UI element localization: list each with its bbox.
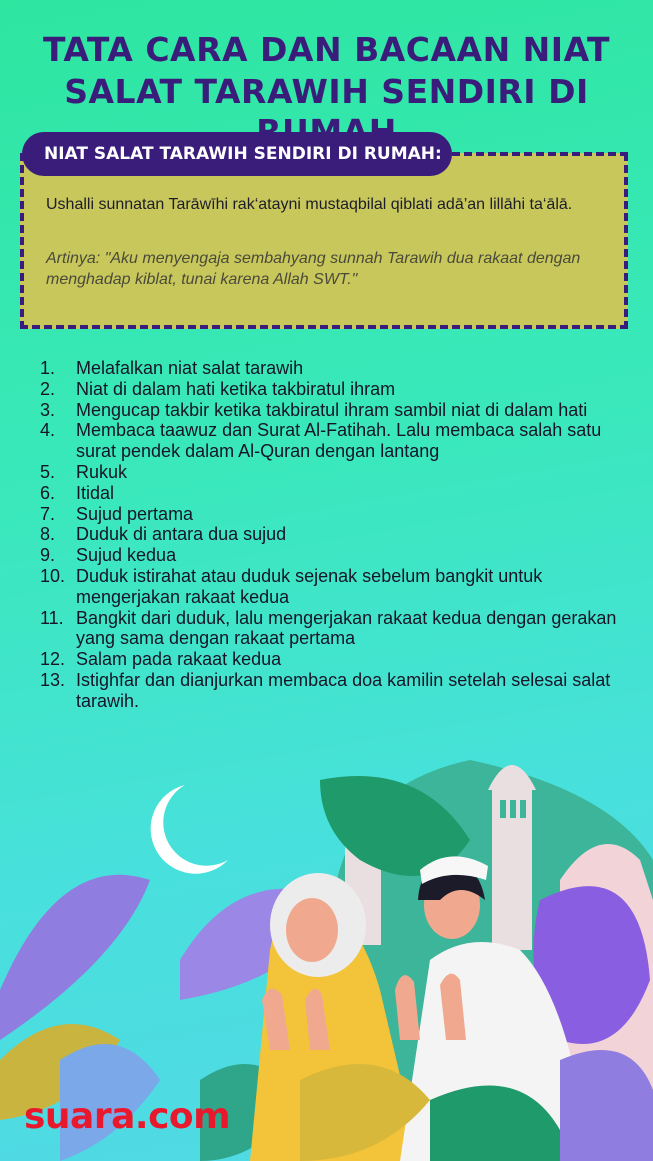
niat-box-dashed-border [452,152,628,156]
niat-box [20,153,628,329]
list-item: 7. Sujud pertama [40,503,194,524]
page-title-line-1: TATA CARA DAN BACAAN NIAT [42,30,611,69]
list-item: 2. Niat di dalam hati ketika takbiratul ihram [40,378,396,399]
list-item: 4. Membaca taawuz dan Surat Al-Fatihah. Lalu membaca salah satu surat pendek dalam Al-Quran dengan lantang [40,420,602,462]
list-item: 13. Istighfar dan dianjurkan membaca doa kamilin setelah selesai salat tarawih. [40,669,611,711]
list-item: 9. Sujud kedua [40,545,177,566]
crescent-moon-icon [151,785,228,874]
steps-list [40,358,620,712]
list-item: 12. Salam pada rakaat kedua [40,649,282,670]
list-item: 3. Mengucap takbir ketika takbiratul ihram sambil niat di dalam hati [40,399,588,420]
niat-translation-text: Artinya: "Aku menyengaja sembahyang sunnah Tarawih dua rakaat dengan menghadap kiblat, tunai karena Allah SWT." [46,250,581,288]
woman-face [286,898,338,962]
list-item: 5. Rukuk [40,461,128,482]
list-item: 11. Bangkit dari duduk, lalu mengerjakan rakaat kedua dengan gerakan yang sama dengan rakaat pertama [40,607,617,649]
bottom-purple-leaf [560,1050,653,1161]
list-item: 10. Duduk istirahat atau duduk sejenak sebelum bangkit untuk mengerjakan rakaat kedua [40,565,543,607]
purple-leaf-left [0,875,150,1040]
list-item: 6. Itidal [40,482,115,503]
list-item: 8. Duduk di antara dua sujud [40,524,287,545]
list-item: 1. Melafalkan niat salat tarawih [40,358,304,378]
niat-latin-text: Ushalli sunnatan Tarāwīhi rak‘atayni mustaqbilal qiblati adā’an lillāhi ta‘ālā. [46,196,573,213]
page-title-line-2: SALAT TARAWIH SENDIRI DI [64,72,589,111]
niat-header: NIAT SALAT TARAWIH SENDIRI DI RUMAH: [22,132,452,176]
suara-logo: suara.com [24,1096,231,1137]
